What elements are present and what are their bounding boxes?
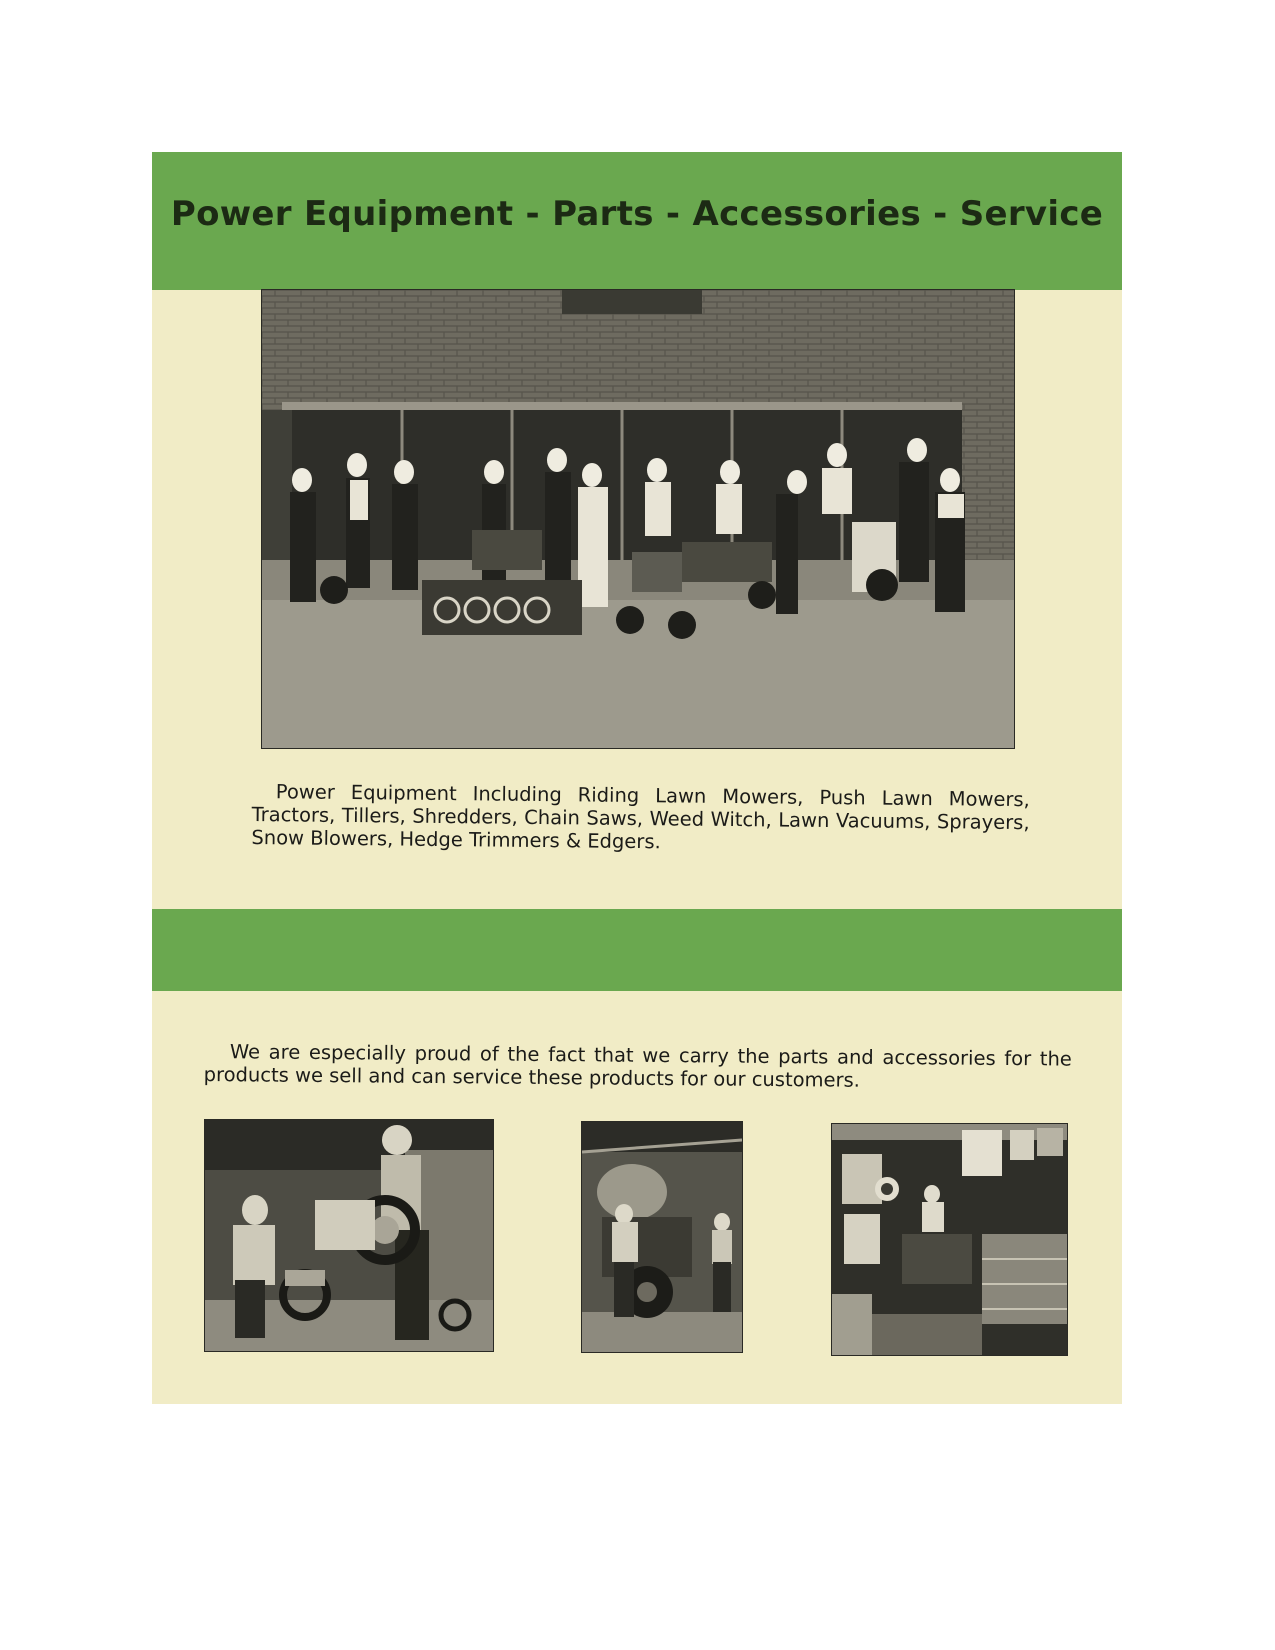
service-description: We are especially proud of the fact that we carry the parts and accessories for the products we sell and can service these products for our customers. bbox=[203, 1040, 1072, 1092]
equipment-description: Power Equipment Including Riding Lawn Mowers, Push Lawn Mowers, Tractors, Tillers, Shredders, Chain Saws, Weed Witch, Lawn Vacuums, Sprayers, Snow Blowers, Hedge Trimmers & Edgers. bbox=[251, 780, 1030, 854]
parts-counter-photo bbox=[832, 1124, 1067, 1355]
brochure-page bbox=[152, 152, 1122, 1404]
staff-group-photo bbox=[262, 290, 1014, 748]
page-title: Power Equipment - Parts - Accessories - Service bbox=[170, 194, 1104, 234]
divider-band bbox=[152, 909, 1122, 991]
tractor-service-photo bbox=[582, 1122, 742, 1352]
motorcycle-repair-photo bbox=[205, 1120, 493, 1351]
header-band bbox=[152, 152, 1122, 290]
